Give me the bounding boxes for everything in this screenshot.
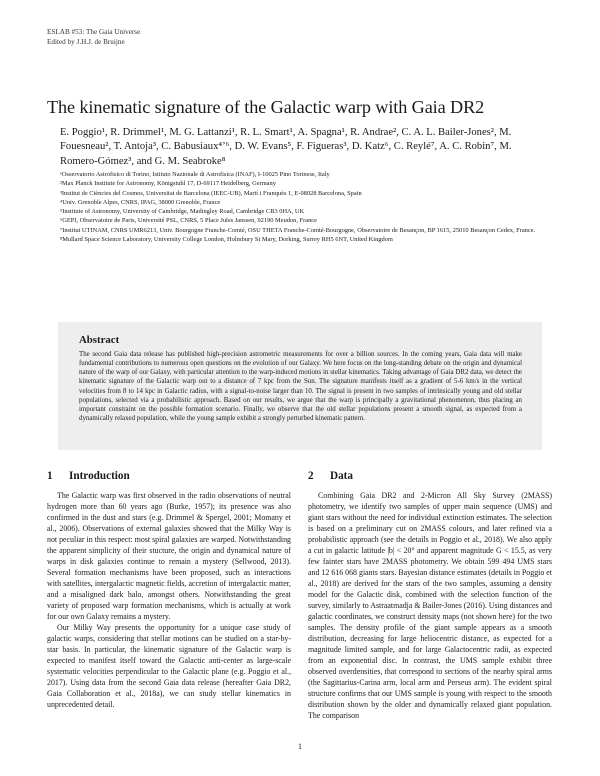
section-number: 2 xyxy=(308,470,314,482)
right-column xyxy=(308,470,552,721)
paragraph: Combining Gaia DR2 and 2-Micron All Sky Survey (2MASS) photometry, we identify two samples of upper main sequence (UMS) and giant stars without the need for individual extinction estimates. The selection is based on a preliminary cut on 2MASS colours, and later refined via a probabilistic approach (see the details in Poggio et al., 2018). We also apply a cut in galactic latitude |b| < 20° and apparent magnitude G < 15.5, as very few fainter stars have 2MASS photometry. We obtain 599 494 UMS stars and 12 616 068 giants stars. Bayesian distance estimates (details in Poggio et al., 2018) are derived for the stars of the two samples, assuming a density model for the Galactic disk, combined with the selection function of the survey, similarly to Astraatmadja & Bailer-Jones (2016). Using distances and galactic coordinates, we construct density maps (not shown here) for the two samples. The density profile of the giant sample appears as a smooth distribution, decreasing for large heliocentric distance, as expected for a magnitude limited sample, and for large Galactocentric radii, as expected from an exponential disc. In contrast, the UMS sample exhibit three observed overdensities, that correspond to sections of the nearby spiral arms (the Sagittarius-Carina arm, local arm and Perseus arm). The evident spiral structure confirms that our UMS sample is young with respect to the smooth distribution shown by the older and dynamically relaxed giant population. The comparison xyxy=(308,491,552,720)
paper-title: The kinematic signature of the Galactic warp with Gaia DR2 xyxy=(47,97,485,117)
affiliation: ⁴Univ. Grenoble Alpes, CNRS, IPAG, 38000 Grenoble, France xyxy=(60,198,221,206)
affiliation: ²Max Planck Institute for Astronomy, Königstuhl 17, D-69117 Heidelberg, Germany xyxy=(60,180,276,188)
left-column xyxy=(47,470,291,710)
affiliation: ³Institut de Ciències del Cosmos, Universitat de Barcelona (IEEC-UB), Martí i Franquès 1, E-08028 Barcelona, Spain xyxy=(60,189,362,197)
section-number: 1 xyxy=(47,470,53,482)
abstract-heading: Abstract xyxy=(79,334,120,346)
author-list: E. Poggio¹, R. Drimmel¹, M. G. Lattanzi¹, R. L. Smart¹, A. Spagna¹, R. Andrae², C. A. L. Bailer-Jones², M. Fouesneau², T. Antoja³, C. Babusiaux⁴ʼ⁶, D. W. Evans⁵, F. Figueras³, D. Katz⁶, C. Reylé⁷, A. C. Robin⁷, M. Romero-Gómez³, and G. M. Seabroke⁸ xyxy=(60,127,512,167)
section-title: Data xyxy=(330,470,353,482)
affiliation: ⁷Institut UTINAM, CNRS UMR6213, Univ. Bourgogne Franche-Comté, OSU THETA Franche-Comté-Bourgogne, Observatoire de Besançon, BP 1615, 25010 Besançon Cedex, France. xyxy=(60,226,536,234)
section-heading-data xyxy=(308,470,552,482)
section-heading-introduction xyxy=(47,470,291,482)
paragraph: The Galactic warp was first observed in the radio observations of neutral hydrogen more than 60 years ago (Burke, 1957); its presence was also confirmed in the dust and stars (e.g. Drimmel & Spergel, 2001; Momany et al., 2006). Observations of external galaxies showed that the Milky Way is not peculiar in this respect: most spiral galaxies are warped. Notwithstanding the apparent simplicity of their stucture, the origin and dynamical nature of warps in disk galaxies continue to remain a mystery (Sellwood, 2013). Several formation mechanisms have been proposed, such as interactions with satellites, intergalactic magnetic fields, accretion of intergalactic matter, and a misaligned dark halo, amongst others. Notwithstanding the great variety of proposed warp formation mechanisms, which is actually at work for our own Galaxy remains a mystery. xyxy=(47,491,291,621)
section-title: Introduction xyxy=(69,470,130,482)
affiliation: ⁶GEPI, Observatoire de Paris, Université PSL, CNRS, 5 Place Jules Janssen, 92190 Meudon, France xyxy=(60,217,317,225)
page-number: 1 xyxy=(298,742,302,751)
abstract-text: The second Gaia data release has published high-precision astrometric measurements for over a billion sources. In the coming years, Gaia data will make fundamental contributions to numerous open questions on the evolution of our Galaxy. We here focus on the long-standing debate on the origin and dynamical nature of the warp of our Galaxy, with particular attention to the warp-induced motions in stellar kinematics. Taking advantage of Gaia DR2 data, we detect the kinematic signature of the Galactic warp out to a distance of 7 kpc from the Sun. The signature manifests itself as a gradient of 5-6 km/s in the vertical velocities from 8 to 14 kpc in Galactic radius, with a signal-to-noise larger than 10. The signal is present in two samples of intrinsically young and old stellar populations, selected via a probabilistic approach. Based on our results, we argue that the warp is principally a gravitational phenomenon, thus placing an important constraint on the possible formation scenario. Finally, we observe that the old stellar populations present a smooth signal, as expected from a dynamically relaxed population, while the young sample exhibit a strongly perturbed kinematic pattern. xyxy=(79,351,522,423)
journal-header xyxy=(47,27,140,47)
journal-editor: Edited by J.H.J. de Bruijne xyxy=(47,38,125,46)
affiliation: ¹Osservatorio Astrofisico di Torino, Istituto Nazionale di Astrofisica (INAF), I-10025 Pino Torinese, Italy xyxy=(60,171,330,178)
affiliation: ⁵Institute of Astronomy, University of Cambridge, Madingley Road, Cambridge CB3 0HA, UK xyxy=(60,208,305,216)
journal-series: ESLAB #53: The Gaia Universe xyxy=(47,28,141,36)
paragraph: Our Milky Way presents the opportunity for a unique case study of galactic warps, considering that stellar motions can be studied on a star-by-star basis. In particular, the kinematic signature of the Galactic warp is expected to manifest itself toward the Galactic anti-center as large-scale systematic velocities perpendicular to the Galactic plane (e.g. Poggio et al., 2017). Using data from the second Gaia data release (hereafter Gaia DR2, Gaia Collaboration et al., 2018a), we can study stellar kinematics in unprecedented detail. xyxy=(47,623,291,709)
affiliation: ⁸Mullard Space Science Laboratory, University College London, Holmbury St Mary, Dorking, Surrey RH5 6NT, United Kingdom xyxy=(60,236,393,244)
affiliations xyxy=(60,170,560,244)
